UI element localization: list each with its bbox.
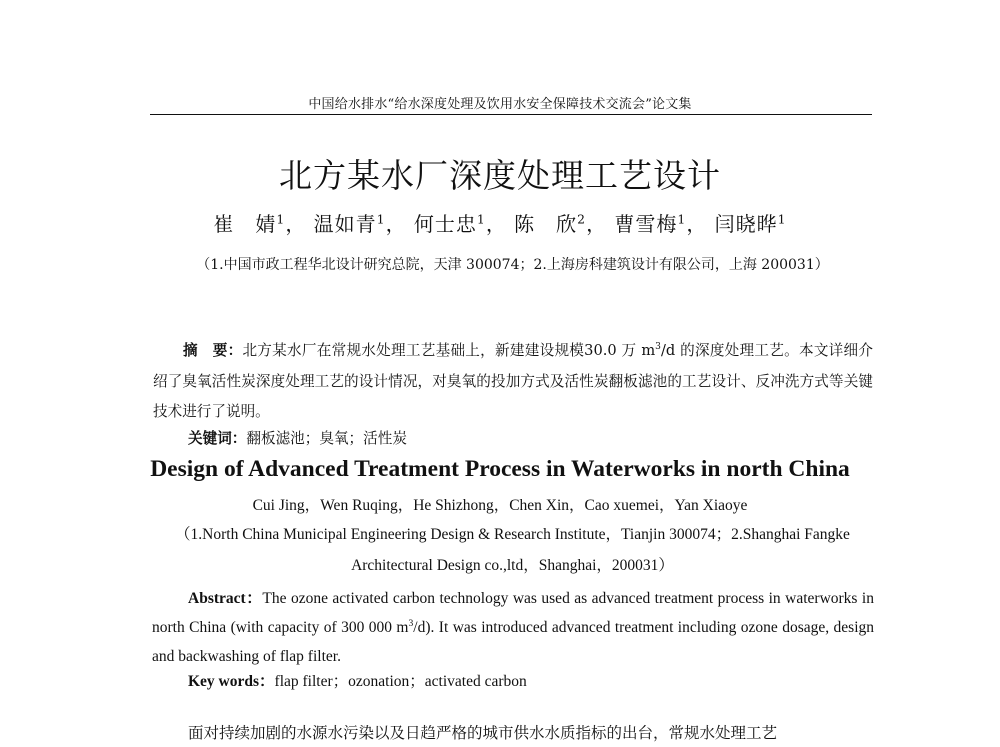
author-affiliation-mark: 1 (276, 211, 286, 227)
abstract-en (152, 584, 874, 671)
affiliation-cn: （1.中国市政工程华北设计研究总院，天津 300074；2.上海房科建筑设计有限公司，上海 200031） (196, 257, 829, 273)
author-affiliation-mark: 1 (476, 211, 486, 227)
abstract-cn-text-cont: /d 的深度处理工艺。本文详细介绍了臭氧活性炭深度处理工艺的设计情况，对臭氧的投加方式及活性炭翻板滤池的工艺设计、反冲洗方式等关键技术进行了说明。 (153, 342, 873, 420)
author-cn: 曹雪梅 (614, 212, 678, 236)
author-affiliation-mark: 2 (577, 211, 587, 227)
author-affiliation-mark: 1 (376, 211, 386, 227)
paper-title-en: Design of Advanced Treatment Process in Waterworks in north China (150, 456, 850, 482)
keywords-cn-label: 关键词： (188, 430, 247, 447)
keywords-en-text: flap filter；ozonation；activated carbon (274, 673, 527, 690)
author-separator: ， (285, 212, 307, 236)
paper-title-cn: 北方某水厂深度处理工艺设计 (279, 156, 721, 195)
author-affiliation-mark: 1 (677, 211, 687, 227)
author-separator: ， (686, 212, 708, 236)
body-paragraph-first-line: 面对持续加剧的水源水污染以及日趋严格的城市供水水质指标的出台，常规水处理工艺 (188, 724, 778, 742)
abstract-cn-text: 北方某水厂在常规水处理工艺基础上，新建建设规模30.0 万 m (242, 342, 656, 359)
abstract-cn (153, 336, 873, 428)
running-header: 中国给水排水“给水深度处理及饮用水安全保障技术交流会”论文集 (308, 97, 692, 112)
keywords-en-label: Key words： (188, 673, 275, 690)
author-cn: 何士忠 (413, 212, 477, 236)
author-separator: ， (485, 212, 507, 236)
author-affiliation-mark: 1 (777, 211, 787, 227)
keywords-en (188, 670, 527, 694)
author-cn: 闫晓晔 (714, 212, 778, 236)
author-separator: ， (385, 212, 407, 236)
author-list-cn (0, 208, 1000, 237)
author-list-en: Cui Jing，Wen Ruqing，He Shizhong，Chen Xin，Cao xuemei，Yan Xiaoye (252, 497, 748, 514)
keywords-cn-text: 翻板滤池；臭氧；活性炭 (246, 430, 407, 447)
author-separator: ， (586, 212, 608, 236)
abstract-cn-superscript: 3 (655, 342, 661, 353)
abstract-en-superscript: 3 (408, 617, 414, 629)
author-cn: 温如青 (313, 212, 377, 236)
abstract-cn-label: 摘 要： (183, 342, 243, 359)
keywords-cn (188, 427, 407, 451)
author-cn: 崔 婧 (213, 212, 277, 236)
affiliation-en: （1.North China Municipal Engineering Design & Research Institute，Tianjin 300074；2.Shanghai Fangke Architectural Design co.,ltd，Shanghai，200031） (175, 526, 850, 574)
abstract-en-label: Abstract： (188, 590, 263, 607)
header-rule (150, 114, 872, 115)
abstract-en-text-cont: /d). It was introduced advanced treatment including ozone dosage, design and backwashing of flap filter. (152, 619, 875, 665)
author-cn: 陈 欣 (514, 212, 578, 236)
abstract-en-text: The ozone activated carbon technology was used as advanced treatment process in waterworks in north China (with capacity of 300 000 m (152, 590, 874, 636)
